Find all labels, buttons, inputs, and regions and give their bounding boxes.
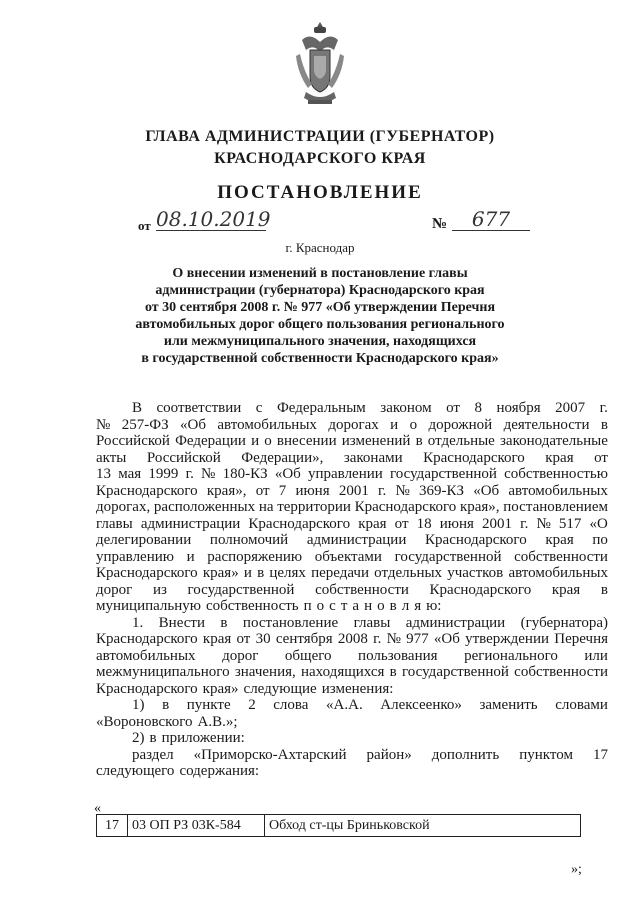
body-line: управлению и распоряжению объектами государственной собственности xyxy=(96,548,608,565)
road-code-cell: 03 ОП РЗ 03К-584 xyxy=(128,815,265,837)
roads-table xyxy=(96,814,581,837)
body-line: 2) в приложении: xyxy=(132,730,245,746)
org-name-line2: КРАСНОДАРСКОГО КРАЯ xyxy=(214,150,426,167)
coat-of-arms-emblem xyxy=(296,20,344,108)
city-name: г. Краснодар xyxy=(285,240,355,255)
title-line: в государственной собственности Краснодарского края» xyxy=(141,351,499,366)
body-line: дорогах, расположенных на территории Краснодарского края», постановлением xyxy=(96,499,608,515)
body-line: межмуниципального значения, находящихся в государственной собственности xyxy=(96,664,608,680)
date-value: 08.10.2019 xyxy=(156,207,271,231)
body-line: дорог из государственной собственности Краснодарского края в xyxy=(96,581,608,598)
document-type: ПОСТАНОВЛЕНИЕ xyxy=(217,182,423,203)
body-line: «Вороновского А.В.»; xyxy=(96,713,238,730)
road-name-cell: Обход ст-цы Бриньковской xyxy=(265,815,581,837)
body-line: следующего содержания: xyxy=(96,763,260,779)
number-label: № xyxy=(432,216,448,232)
title-line: или межмуниципального значения, находящихся xyxy=(163,334,477,349)
date-label: от xyxy=(138,218,151,233)
quote-close: »; xyxy=(571,862,582,877)
table-row xyxy=(97,815,581,837)
title-line: от 30 сентября 2008 г. № 977 «Об утверждении Перечня xyxy=(144,300,496,315)
body-line: раздел «Приморско-Ахтарский район» дополнить пунктом 17 xyxy=(132,746,608,763)
document-body xyxy=(96,400,608,780)
number-value: 677 xyxy=(452,208,530,231)
body-line: Российской Федерации и о внесении изменений в отдельные законодательные xyxy=(96,433,608,449)
body-line: делегировании полномочий администрации Краснодарского края по xyxy=(96,532,608,548)
body-line: акты Российской Федерации», законами Краснодарского края от xyxy=(96,449,608,466)
body-line: главы администрации Краснодарского края от 18 июня 2001 г. № 517 «О xyxy=(96,515,608,532)
body-line: 1) в пункте 2 слова «А.А. Алексеенко» заменить словами xyxy=(132,697,608,713)
document-title xyxy=(100,265,540,367)
body-line: № 257-ФЗ «Об автомобильных дорогах и о дорожной деятельности в xyxy=(96,416,608,433)
body-line: Краснодарского края» и в целях передачи отдельных участков автомобильных xyxy=(96,565,608,581)
body-line: 13 мая 1999 г. № 180-КЗ «Об управлении государственной собственностью xyxy=(96,466,608,482)
body-line: муниципальную собственность п о с т а н о в л я ю: xyxy=(96,598,442,614)
org-name-line1: ГЛАВА АДМИНИСТРАЦИИ (ГУБЕРНАТОР) xyxy=(145,128,495,145)
title-line: автомобильных дорог общего пользования регионального xyxy=(135,317,505,332)
body-line: Краснодарского края», от 7 июня 2001 г. № 369-КЗ «Об автомобильных xyxy=(96,482,608,499)
quote-open: « xyxy=(94,801,101,816)
body-line: В соответствии с Федеральным законом от 8 ноября 2007 г. xyxy=(132,400,608,416)
body-line: 1. Внести в постановление главы администрации (губернатора) xyxy=(132,614,608,631)
title-line: администрации (губернатора) Краснодарского края xyxy=(155,283,485,298)
title-line: О внесении изменений в постановление главы xyxy=(172,266,468,281)
body-line: Краснодарского края от 30 сентября 2008 г. № 977 «Об утверждении Перечня xyxy=(96,631,608,647)
row-number-cell: 17 xyxy=(97,815,128,837)
body-line: Краснодарского края» следующие изменения: xyxy=(96,680,394,697)
body-line: автомобильных дорог общего пользования регионального или xyxy=(96,647,608,664)
